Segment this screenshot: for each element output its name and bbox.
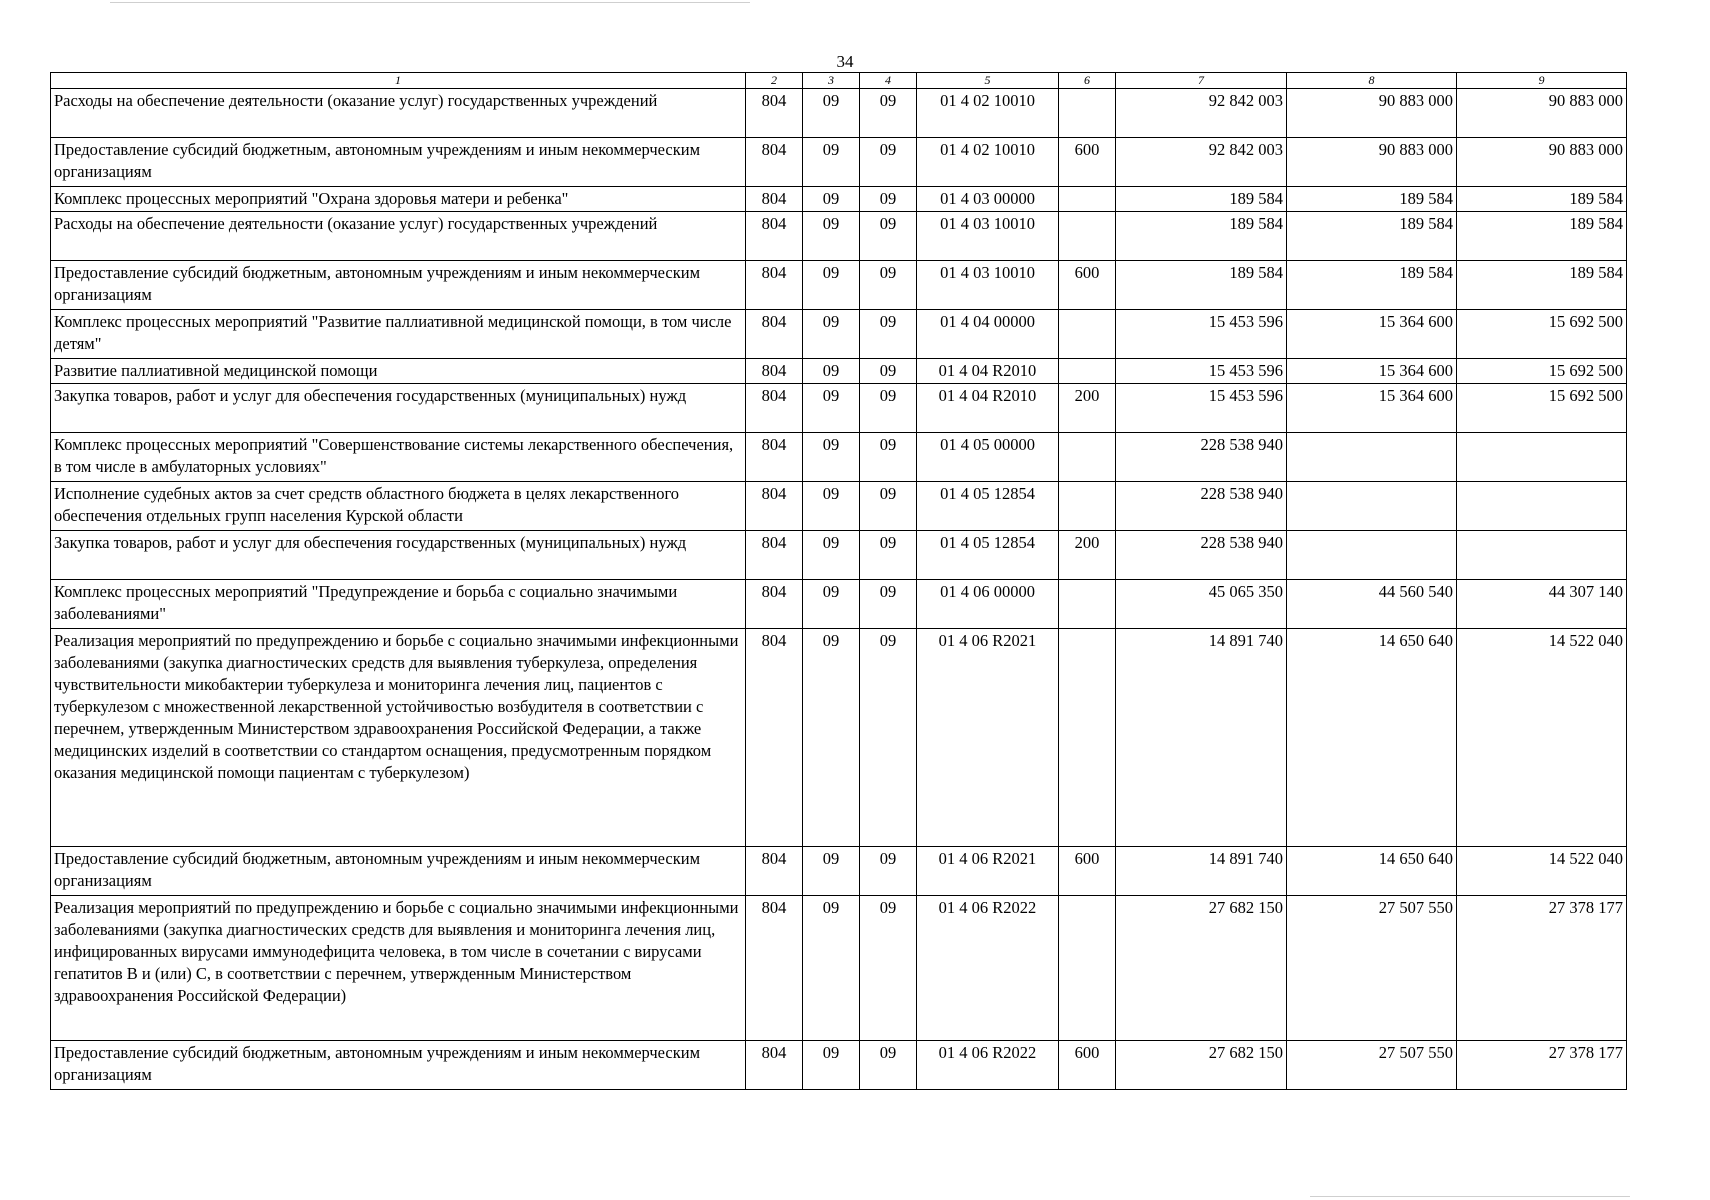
row-col-5-cell: 01 4 02 10010 — [917, 89, 1059, 138]
row-col-4-cell: 09 — [860, 138, 917, 187]
row-col-3-cell: 09 — [803, 433, 860, 482]
row-col-7-cell: 228 538 940 — [1116, 531, 1287, 580]
row-col-3-cell: 09 — [803, 89, 860, 138]
row-col-9-cell: 189 584 — [1457, 212, 1627, 261]
row-col-2-cell: 804 — [746, 310, 803, 359]
row-col-2-cell: 804 — [746, 482, 803, 531]
row-col-8-cell: 14 650 640 — [1287, 847, 1457, 896]
table-row — [51, 482, 1627, 531]
row-col-6-cell: 600 — [1059, 1041, 1116, 1090]
header-col-7: 7 — [1116, 73, 1287, 89]
row-col-6-cell — [1059, 212, 1116, 261]
table-header-row — [51, 73, 1627, 89]
row-col-5-cell: 01 4 06 R2022 — [917, 896, 1059, 1041]
row-name-cell: Комплекс процессных мероприятий "Охрана здоровья матери и ребенка" — [51, 187, 746, 212]
row-col-2-cell: 804 — [746, 89, 803, 138]
row-col-6-cell: 200 — [1059, 531, 1116, 580]
row-col-3-cell: 09 — [803, 359, 860, 384]
row-col-4-cell: 09 — [860, 1041, 917, 1090]
row-col-4-cell: 09 — [860, 359, 917, 384]
row-name-cell: Закупка товаров, работ и услуг для обеспечения государственных (муниципальных) нужд — [51, 531, 746, 580]
table-row — [51, 187, 1627, 212]
row-col-5-cell: 01 4 04 R2010 — [917, 384, 1059, 433]
table-row — [51, 531, 1627, 580]
row-col-9-cell: 15 692 500 — [1457, 310, 1627, 359]
scan-artifact-top-line — [110, 2, 750, 3]
row-name-cell: Предоставление субсидий бюджетным, автономным учреждениям и иным некоммерческим организациям — [51, 847, 746, 896]
row-col-7-cell: 189 584 — [1116, 187, 1287, 212]
row-name-cell: Расходы на обеспечение деятельности (оказание услуг) государственных учреждений — [51, 89, 746, 138]
row-name-cell: Развитие паллиативной медицинской помощи — [51, 359, 746, 384]
header-col-6: 6 — [1059, 73, 1116, 89]
table-row — [51, 896, 1627, 1041]
table-row — [51, 629, 1627, 847]
row-col-2-cell: 804 — [746, 433, 803, 482]
row-col-5-cell: 01 4 04 00000 — [917, 310, 1059, 359]
row-col-6-cell — [1059, 359, 1116, 384]
row-col-6-cell — [1059, 433, 1116, 482]
row-col-4-cell: 09 — [860, 531, 917, 580]
row-col-5-cell: 01 4 05 00000 — [917, 433, 1059, 482]
row-col-6-cell: 200 — [1059, 384, 1116, 433]
row-col-7-cell: 15 453 596 — [1116, 359, 1287, 384]
row-name-cell: Расходы на обеспечение деятельности (оказание услуг) государственных учреждений — [51, 212, 746, 261]
table-row — [51, 433, 1627, 482]
row-name-cell: Предоставление субсидий бюджетным, автономным учреждениям и иным некоммерческим организациям — [51, 1041, 746, 1090]
row-col-3-cell: 09 — [803, 531, 860, 580]
row-col-9-cell: 44 307 140 — [1457, 580, 1627, 629]
row-col-7-cell: 92 842 003 — [1116, 89, 1287, 138]
table-row — [51, 847, 1627, 896]
row-col-2-cell: 804 — [746, 629, 803, 847]
row-col-7-cell: 45 065 350 — [1116, 580, 1287, 629]
row-col-5-cell: 01 4 04 R2010 — [917, 359, 1059, 384]
row-col-2-cell: 804 — [746, 896, 803, 1041]
row-col-5-cell: 01 4 03 10010 — [917, 212, 1059, 261]
row-col-5-cell: 01 4 05 12854 — [917, 482, 1059, 531]
row-col-8-cell — [1287, 531, 1457, 580]
row-col-9-cell: 27 378 177 — [1457, 1041, 1627, 1090]
row-col-3-cell: 09 — [803, 310, 860, 359]
budget-table — [50, 72, 1627, 1090]
row-col-2-cell: 804 — [746, 580, 803, 629]
row-col-8-cell: 15 364 600 — [1287, 359, 1457, 384]
row-col-6-cell — [1059, 89, 1116, 138]
row-col-9-cell: 14 522 040 — [1457, 629, 1627, 847]
table-row — [51, 261, 1627, 310]
row-col-9-cell — [1457, 531, 1627, 580]
header-col-3: 3 — [803, 73, 860, 89]
row-col-5-cell: 01 4 06 R2021 — [917, 847, 1059, 896]
row-col-3-cell: 09 — [803, 629, 860, 847]
row-col-7-cell: 228 538 940 — [1116, 482, 1287, 531]
row-col-6-cell — [1059, 187, 1116, 212]
row-col-3-cell: 09 — [803, 187, 860, 212]
row-col-5-cell: 01 4 06 R2021 — [917, 629, 1059, 847]
row-col-5-cell: 01 4 03 00000 — [917, 187, 1059, 212]
row-col-6-cell — [1059, 580, 1116, 629]
row-col-7-cell: 14 891 740 — [1116, 629, 1287, 847]
row-col-8-cell — [1287, 482, 1457, 531]
row-col-2-cell: 804 — [746, 359, 803, 384]
row-col-7-cell: 189 584 — [1116, 261, 1287, 310]
row-col-2-cell: 804 — [746, 384, 803, 433]
row-col-6-cell — [1059, 629, 1116, 847]
row-col-2-cell: 804 — [746, 187, 803, 212]
row-col-8-cell: 15 364 600 — [1287, 310, 1457, 359]
row-col-4-cell: 09 — [860, 89, 917, 138]
header-col-8: 8 — [1287, 73, 1457, 89]
row-col-8-cell: 14 650 640 — [1287, 629, 1457, 847]
row-col-7-cell: 189 584 — [1116, 212, 1287, 261]
table-row — [51, 89, 1627, 138]
row-col-7-cell: 92 842 003 — [1116, 138, 1287, 187]
row-col-4-cell: 09 — [860, 310, 917, 359]
row-col-2-cell: 804 — [746, 212, 803, 261]
row-col-8-cell — [1287, 433, 1457, 482]
row-col-2-cell: 804 — [746, 531, 803, 580]
row-col-5-cell: 01 4 06 00000 — [917, 580, 1059, 629]
row-col-9-cell: 189 584 — [1457, 187, 1627, 212]
row-col-3-cell: 09 — [803, 138, 860, 187]
row-col-9-cell — [1457, 433, 1627, 482]
row-col-4-cell: 09 — [860, 212, 917, 261]
row-col-4-cell: 09 — [860, 433, 917, 482]
row-col-9-cell: 15 692 500 — [1457, 384, 1627, 433]
row-col-8-cell: 189 584 — [1287, 212, 1457, 261]
row-col-8-cell: 27 507 550 — [1287, 1041, 1457, 1090]
row-col-2-cell: 804 — [746, 1041, 803, 1090]
header-col-9: 9 — [1457, 73, 1627, 89]
row-col-4-cell: 09 — [860, 629, 917, 847]
row-col-4-cell: 09 — [860, 482, 917, 531]
table-row — [51, 384, 1627, 433]
row-col-7-cell: 27 682 150 — [1116, 1041, 1287, 1090]
row-col-4-cell: 09 — [860, 896, 917, 1041]
row-col-9-cell: 27 378 177 — [1457, 896, 1627, 1041]
row-name-cell: Предоставление субсидий бюджетным, автономным учреждениям и иным некоммерческим организациям — [51, 261, 746, 310]
row-col-7-cell: 15 453 596 — [1116, 384, 1287, 433]
table-row — [51, 580, 1627, 629]
row-name-cell: Реализация мероприятий по предупреждению и борьбе с социально значимыми инфекционными заболеваниями (закупка диагностических средств для выявления туберкулеза, определения чувствительности микобактерии туберкулеза и мониторинга лечения лиц, пациентов с туберкулезом с множественной лекарственной устойчивостью возбудителя в соответствии с перечнем, утвержденным Министерством здравоохранения Российской Федерации, а также медицинских изделий в соответствии со стандартом оснащения, предусмотренным порядком оказания медицинской помощи пациентам с туберкулезом) — [51, 629, 746, 847]
row-name-cell: Предоставление субсидий бюджетным, автономным учреждениям и иным некоммерческим организациям — [51, 138, 746, 187]
row-col-8-cell: 44 560 540 — [1287, 580, 1457, 629]
row-col-4-cell: 09 — [860, 187, 917, 212]
row-col-5-cell: 01 4 05 12854 — [917, 531, 1059, 580]
row-col-8-cell: 90 883 000 — [1287, 89, 1457, 138]
table-row — [51, 138, 1627, 187]
table-row — [51, 212, 1627, 261]
row-col-7-cell: 15 453 596 — [1116, 310, 1287, 359]
row-col-5-cell: 01 4 06 R2022 — [917, 1041, 1059, 1090]
row-col-2-cell: 804 — [746, 261, 803, 310]
row-col-6-cell — [1059, 310, 1116, 359]
row-col-3-cell: 09 — [803, 212, 860, 261]
row-col-8-cell: 189 584 — [1287, 261, 1457, 310]
row-col-4-cell: 09 — [860, 847, 917, 896]
page-number: 34 — [836, 52, 854, 71]
row-col-4-cell: 09 — [860, 261, 917, 310]
row-name-cell: Реализация мероприятий по предупреждению и борьбе с социально значимыми инфекционными заболеваниями (закупка диагностических средств для выявления и мониторинга лечения лиц, инфицированных вирусами иммунодефицита человека, в том числе в сочетании с вирусами гепатитов В и (или) С, в соответствии с перечнем, утвержденным Министерством здравоохранения Российской Федерации) — [51, 896, 746, 1041]
row-col-7-cell: 27 682 150 — [1116, 896, 1287, 1041]
header-col-1: 1 — [51, 73, 746, 89]
row-col-7-cell: 14 891 740 — [1116, 847, 1287, 896]
row-col-6-cell — [1059, 482, 1116, 531]
row-col-8-cell: 15 364 600 — [1287, 384, 1457, 433]
row-col-9-cell: 14 522 040 — [1457, 847, 1627, 896]
row-col-8-cell: 189 584 — [1287, 187, 1457, 212]
row-col-9-cell: 90 883 000 — [1457, 138, 1627, 187]
row-col-7-cell: 228 538 940 — [1116, 433, 1287, 482]
row-col-3-cell: 09 — [803, 896, 860, 1041]
row-col-3-cell: 09 — [803, 261, 860, 310]
row-col-6-cell: 600 — [1059, 847, 1116, 896]
scan-artifact-bottom-line — [1310, 1196, 1630, 1197]
row-col-6-cell — [1059, 896, 1116, 1041]
row-col-9-cell: 15 692 500 — [1457, 359, 1627, 384]
row-col-3-cell: 09 — [803, 847, 860, 896]
table-row — [51, 359, 1627, 384]
row-name-cell: Комплекс процессных мероприятий "Развитие паллиативной медицинской помощи, в том числе детям" — [51, 310, 746, 359]
row-col-3-cell: 09 — [803, 384, 860, 433]
row-col-5-cell: 01 4 02 10010 — [917, 138, 1059, 187]
row-col-2-cell: 804 — [746, 138, 803, 187]
row-col-8-cell: 27 507 550 — [1287, 896, 1457, 1041]
row-name-cell: Комплекс процессных мероприятий "Совершенствование системы лекарственного обеспечения, в том числе в амбулаторных условиях" — [51, 433, 746, 482]
table-row — [51, 1041, 1627, 1090]
row-col-5-cell: 01 4 03 10010 — [917, 261, 1059, 310]
row-col-9-cell: 189 584 — [1457, 261, 1627, 310]
header-col-4: 4 — [860, 73, 917, 89]
row-col-8-cell: 90 883 000 — [1287, 138, 1457, 187]
table-row — [51, 310, 1627, 359]
row-name-cell: Закупка товаров, работ и услуг для обеспечения государственных (муниципальных) нужд — [51, 384, 746, 433]
header-col-2: 2 — [746, 73, 803, 89]
row-col-2-cell: 804 — [746, 847, 803, 896]
row-name-cell: Исполнение судебных актов за счет средств областного бюджета в целях лекарственного обеспечения отдельных групп населения Курской области — [51, 482, 746, 531]
row-col-3-cell: 09 — [803, 482, 860, 531]
row-col-6-cell: 600 — [1059, 261, 1116, 310]
row-col-3-cell: 09 — [803, 580, 860, 629]
row-name-cell: Комплекс процессных мероприятий "Предупреждение и борьба с социально значимыми заболеваниями" — [51, 580, 746, 629]
row-col-4-cell: 09 — [860, 384, 917, 433]
row-col-3-cell: 09 — [803, 1041, 860, 1090]
row-col-6-cell: 600 — [1059, 138, 1116, 187]
row-col-9-cell — [1457, 482, 1627, 531]
row-col-4-cell: 09 — [860, 580, 917, 629]
row-col-9-cell: 90 883 000 — [1457, 89, 1627, 138]
header-col-5: 5 — [917, 73, 1059, 89]
